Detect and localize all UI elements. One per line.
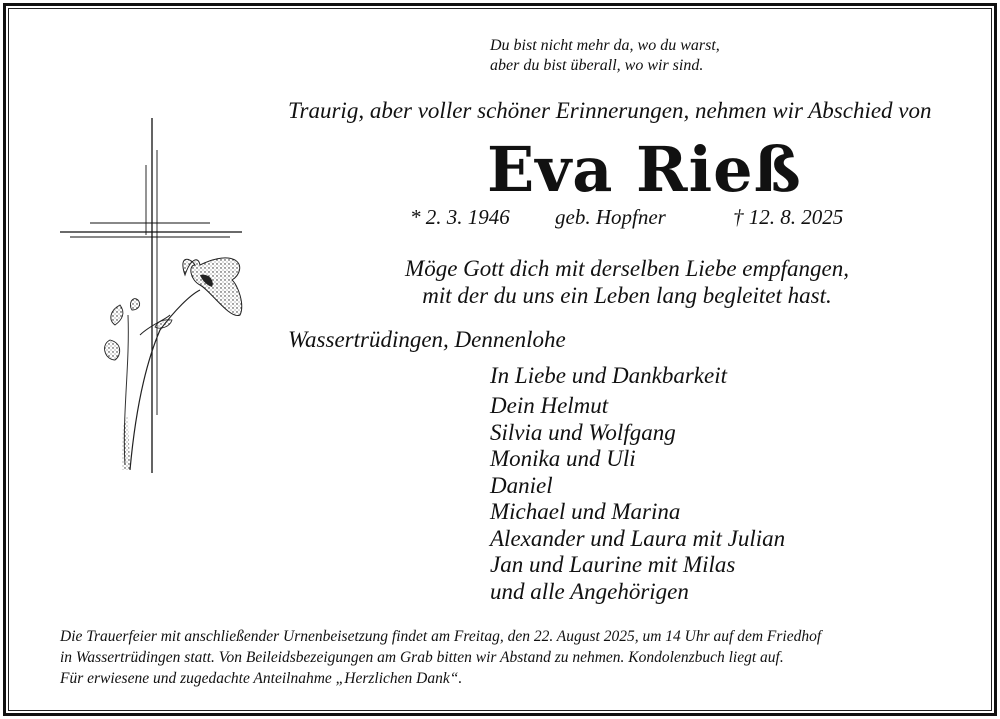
birth-date: * 2. 3. 1946 [410, 205, 510, 229]
funeral-notice [60, 626, 821, 689]
deceased-name: Eva Rieß [487, 133, 802, 206]
blessing-line-2: mit der du uns ein Leben lang begleitet hast. [422, 283, 832, 308]
mourner-item: Daniel [490, 472, 553, 498]
maiden-name: geb. Hopfner [555, 205, 666, 229]
places: Wassertrüdingen, Dennenlohe [288, 327, 566, 352]
intro-text: Traurig, aber voller schöner Erinnerungen, nehmen wir Abschied von [288, 98, 932, 123]
rose-icon [105, 258, 242, 470]
motto-line-2: aber du bist überall, wo wir sind. [490, 57, 704, 74]
notice-line-3: Für erwiesene und zugedachte Anteilnahme „Herzlichen Dank“. [60, 670, 463, 687]
cross-and-rose-illustration [60, 115, 250, 480]
mourner-item: Dein Helmut [490, 393, 609, 418]
closing-phrase: In Liebe und Dankbarkeit [490, 363, 727, 388]
motto [490, 36, 720, 76]
mourner-item: Monika und Uli [490, 446, 636, 471]
blessing-line-1: Möge Gott dich mit derselben Liebe empfangen, [405, 256, 849, 281]
blessing [382, 255, 872, 309]
mourner-item: und alle Angehörigen [490, 578, 689, 604]
mourner-item: Silvia und Wolfgang [490, 419, 676, 445]
death-date: † 12. 8. 2025 [733, 205, 844, 229]
mourner-item: Jan und Laurine mit Milas [490, 552, 736, 577]
mourner-item: Michael und Marina [490, 499, 681, 524]
mourner-item: Alexander und Laura mit Julian [490, 525, 786, 551]
notice-line-2: in Wassertrüdingen statt. Von Beileidsbezeigungen am Grab bitten wir Abstand zu nehmen. Kondolenzbuch liegt auf. [60, 649, 784, 666]
notice-line-1: Die Trauerfeier mit anschließender Urnenbeisetzung findet am Freitag, den 22. August 2025, um 14 Uhr auf dem Friedhof [60, 628, 822, 645]
mourners-list [490, 393, 785, 605]
motto-line-1: Du bist nicht mehr da, wo du warst, [490, 37, 720, 54]
